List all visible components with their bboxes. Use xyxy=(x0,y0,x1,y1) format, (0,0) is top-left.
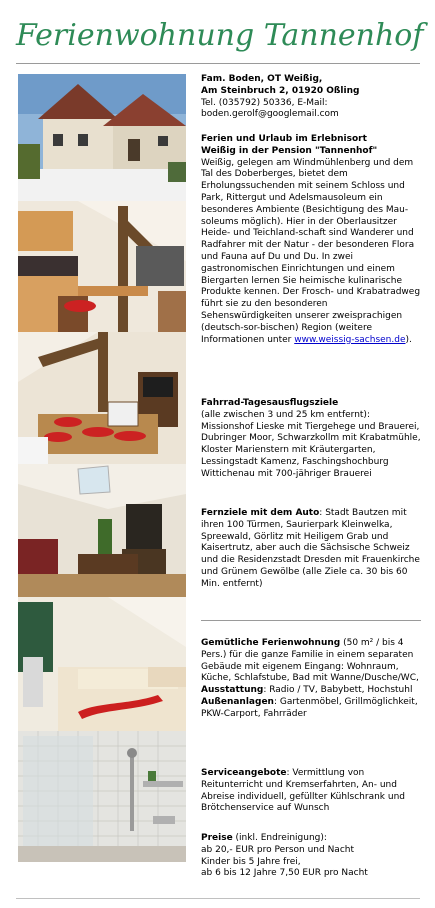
bike-body: (alle zwischen 3 und 25 km entfernt): Missionshof Lieske mit Tiergehege und Brauerei, Dubringer Moor, Schwarzkollm mit Krabatmühle, Kloster Marienstern mit Kräutergarten, Lessingstadt Kamenz, Faschingshochburg Wittichenau mit 700-jähriger Brauerei xyxy=(201,409,421,479)
prices-block xyxy=(201,833,421,880)
apartment-body-2: : Radio / TV, Babybett, Hochstuhl xyxy=(263,685,413,696)
website-link[interactable]: www.weissig-sachsen.de xyxy=(294,334,406,345)
photo-living-room xyxy=(18,464,186,597)
title-divider xyxy=(16,63,420,64)
price-line-1: ab 20,- EUR pro Person und Nacht xyxy=(201,844,354,855)
apartment-body-3: : Gartenmöbel, Grillmöglichkeit, PKW-Carport, Fahrräder xyxy=(201,696,418,719)
intro-block xyxy=(201,134,421,346)
contact-line-2: Am Steinbruch 2, 01920 Oßling xyxy=(201,85,360,96)
apartment-block xyxy=(201,638,421,721)
photo-dining-room xyxy=(18,332,186,464)
prices-heading: Preise xyxy=(201,833,233,843)
apartment-body-1: (50 m² / bis 4 Pers.) für die ganze Familie in einem separaten Gebäude mit eigenem Eingang: Wohnraum, Küche, Schlafstube, Bad mit Wanne/Dusche/WC, xyxy=(201,638,419,684)
outdoor-heading: Außenanlagen xyxy=(201,696,274,707)
equipment-heading: Ausstattung xyxy=(201,685,264,696)
page-title: Ferienwohnung Tannenhof xyxy=(16,18,424,53)
price-line-3: ab 6 bis 12 Jahre 7,50 EUR pro Nacht xyxy=(201,868,368,879)
contact-line-3: Tel. (035792) 50336, E-Mail: xyxy=(201,97,328,108)
intro-heading-2: Weißig in der Pension "Tannenhof" xyxy=(201,145,378,156)
price-line-2: Kinder bis 5 Jahre frei, xyxy=(201,856,301,867)
bike-block xyxy=(201,398,421,481)
service-body: : Vermittlung von Reitunterricht und Kremserfahrten, An- und Abreise individuell, gefüllter Kühlschrank und Brötchenservice auf Wunsch xyxy=(201,768,405,814)
prices-suffix: (inkl. Endreinigung): xyxy=(232,833,327,843)
photo-house-exterior xyxy=(18,74,186,201)
intro-text: Weißig, gelegen am Windmühlenberg und dem Tal des Doberberges, bietet dem Erholungssuchenden mit seinem Schloss und Park, Rittergut und Adelsmausoleum ein besonderes Ambiente (Besichtigung des Mau-soleums möglich). Hier in der Oberlausitzer Heide- und Teichland-schaft sind Wanderer und Radfahrer mit der Natur - der besonderen Flora und Fauna auf Du und Du. In zwei gastronomischen Einrichtungen und einem Biergarten lernen Sie heimische kulinarische Produkte kennen. Der Frosch- und Krabatradweg führt sie zu den besonderen Sehenswürdigkeiten unserer zweisprachigen (deutsch-sor-bischen) Region (weitere Informationen unter xyxy=(201,157,421,345)
contact-line-1: Fam. Boden, OT Weißig, xyxy=(201,74,323,84)
far-body: : Stadt Bautzen mit ihren 100 Türmen, Saurierpark Kleinwelka, Spreewald, Görlitz mit Heiligem Grab und Kaisertrutz, aber auch die Sächsische Schweiz und die Residenzstadt Dresden mit Frauenkirche und Grünem Gewölbe (alle Ziele ca. 30 bis 60 Min. entfernt) xyxy=(201,508,420,589)
photo-column xyxy=(18,74,186,862)
contact-email[interactable]: boden.gerolf@googlemail.com xyxy=(201,109,339,120)
service-block xyxy=(201,768,421,815)
photo-bathroom xyxy=(18,731,186,862)
far-heading: Fernziele mit dem Auto xyxy=(201,508,320,518)
bottom-divider xyxy=(16,898,420,899)
intro-text-end: ). xyxy=(405,334,412,345)
intro-body xyxy=(201,158,421,347)
apartment-heading: Gemütliche Ferienwohnung xyxy=(201,638,341,648)
photo-kitchen xyxy=(18,201,186,332)
bike-heading: Fahrrad-Tagesausflugsziele xyxy=(201,398,339,408)
far-block xyxy=(201,508,421,591)
service-heading: Serviceangebote xyxy=(201,768,287,778)
contact-block xyxy=(201,74,421,121)
intro-heading-1: Ferien und Urlaub im Erlebnisort xyxy=(201,134,367,144)
photo-bedroom xyxy=(18,597,186,731)
section-divider xyxy=(201,620,421,621)
